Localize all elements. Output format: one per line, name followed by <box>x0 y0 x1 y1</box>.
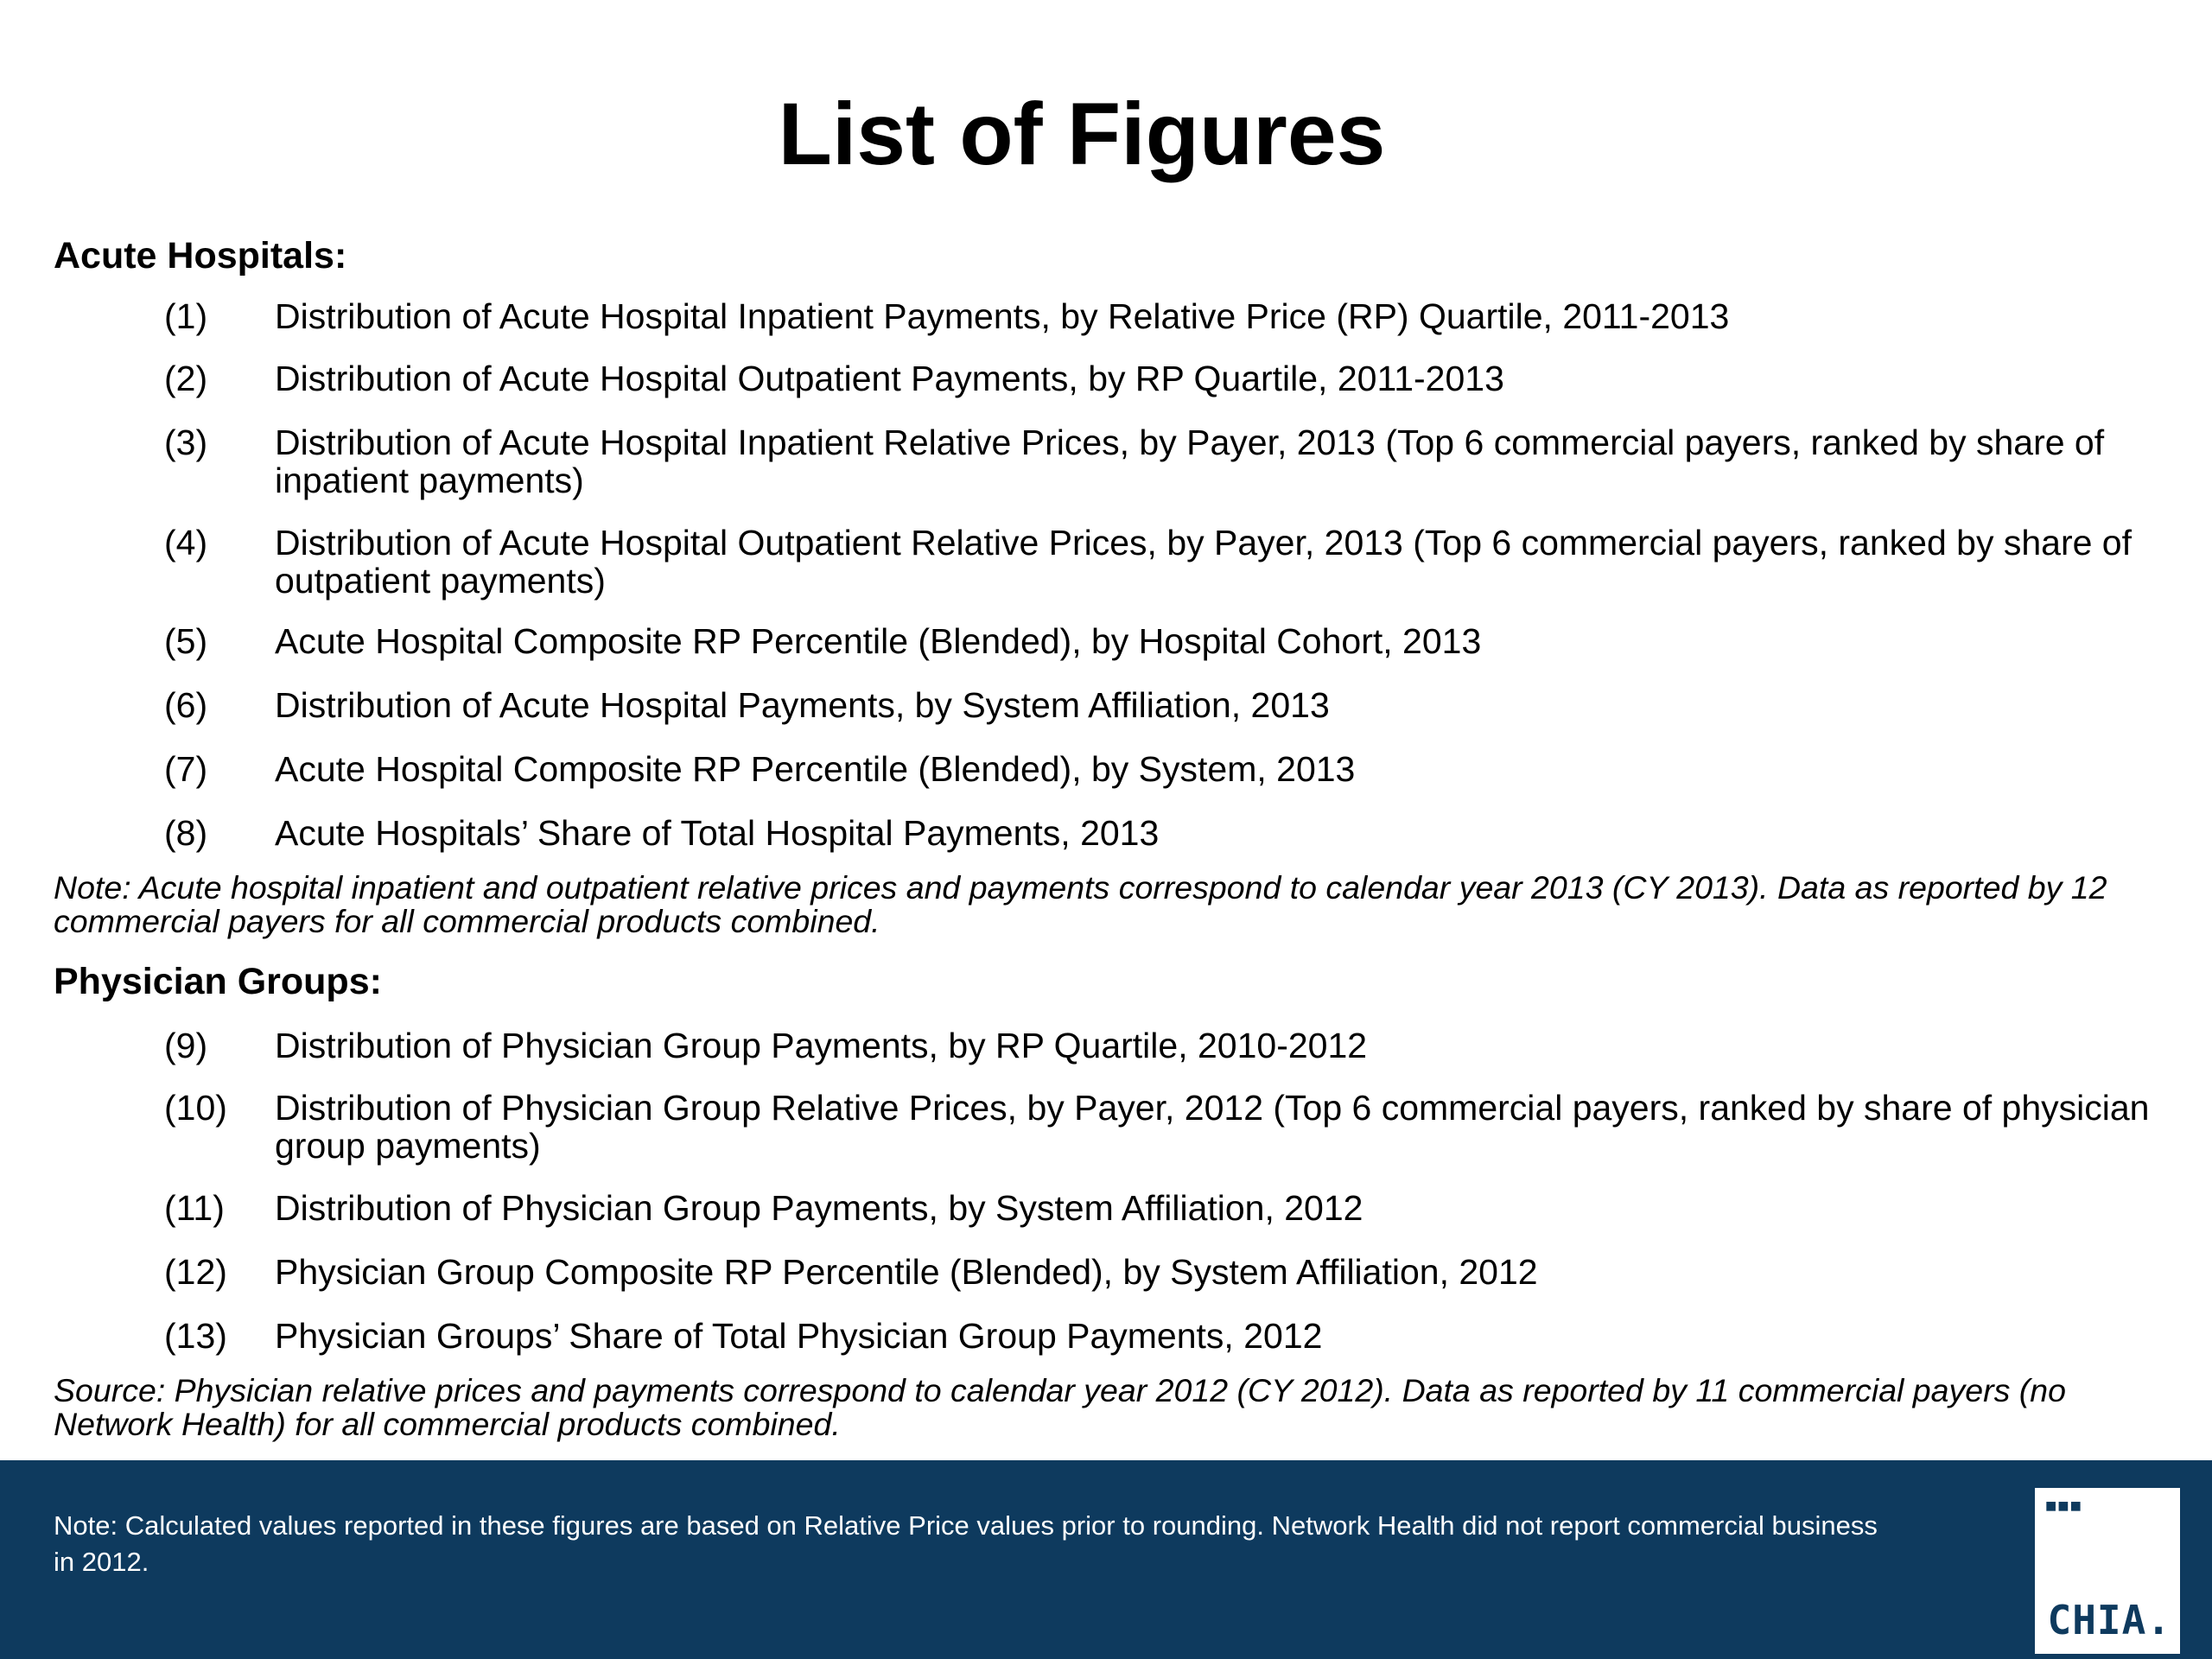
figure-number: (9) <box>164 1026 208 1065</box>
page-title: List of Figures <box>778 85 1386 183</box>
figure-title: Acute Hospital Composite RP Percentile (Blended), by Hospital Cohort, 2013 <box>275 621 1482 661</box>
figure-title: Distribution of Acute Hospital Outpatient Payments, by RP Quartile, 2011-2013 <box>275 359 1504 398</box>
acute-hospitals-note: Note: Acute hospital inpatient and outpatient relative prices and payments correspond to calendar year 2013 (CY 2013). Data as reported by 12 commercial payers for all commercial products combined. <box>54 869 2107 939</box>
logo-dots-icon: ■■■ <box>2045 1495 2082 1516</box>
figure-title: Distribution of Acute Hospital Inpatient Payments, by Relative Price (RP) Quartile, 2011-2013 <box>275 296 1730 336</box>
figure-title: Distribution of Acute Hospital Payments, by System Affiliation, 2013 <box>275 685 1330 725</box>
figure-title: Distribution of Acute Hospital Inpatient Relative Prices, by Payer, 2013 (Top 6 commercial payers, ranked by share of inpatient payments) <box>275 423 2105 500</box>
section-heading-acute-hospitals: Acute Hospitals: <box>54 235 347 276</box>
figure-title: Distribution of Physician Group Payments, by RP Quartile, 2010-2012 <box>275 1026 1368 1065</box>
figure-number: (4) <box>164 523 208 563</box>
figure-number: (7) <box>164 749 208 789</box>
figure-number: (6) <box>164 685 208 725</box>
figure-number: (11) <box>164 1188 225 1228</box>
section-heading-physician-groups: Physician Groups: <box>54 961 382 1002</box>
logo-text: CHIA. <box>2047 1597 2171 1643</box>
physician-groups-source-note: Source: Physician relative prices and payments correspond to calendar year 2012 (CY 2012). Data as reported by 11 commercial payers (no Network Health) for all commercial products combined. <box>54 1372 2066 1442</box>
footer-note: Note: Calculated values reported in these figures are based on Relative Price values prior to rounding. Network Health did not report commercial business in 2012. <box>54 1510 1878 1577</box>
figure-number: (10) <box>164 1088 227 1128</box>
figure-title: Acute Hospitals’ Share of Total Hospital Payments, 2013 <box>275 813 1160 853</box>
figure-title: Physician Group Composite RP Percentile (Blended), by System Affiliation, 2012 <box>275 1252 1538 1292</box>
figure-title: Distribution of Physician Group Payments, by System Affiliation, 2012 <box>275 1188 1363 1228</box>
figure-title: Distribution of Physician Group Relative Prices, by Payer, 2012 (Top 6 commercial payers, ranked by share of physician group payments) <box>275 1088 2150 1166</box>
figure-number: (8) <box>164 813 208 853</box>
figure-title: Distribution of Acute Hospital Outpatient Relative Prices, by Payer, 2013 (Top 6 commercial payers, ranked by share of outpatient payments) <box>275 523 2132 601</box>
figure-title: Acute Hospital Composite RP Percentile (Blended), by System, 2013 <box>275 749 1356 789</box>
figure-title: Physician Groups’ Share of Total Physician Group Payments, 2012 <box>275 1316 1323 1356</box>
figure-number: (12) <box>164 1252 227 1292</box>
figure-number: (2) <box>164 359 208 398</box>
figure-number: (13) <box>164 1316 227 1356</box>
figure-number: (1) <box>164 296 208 336</box>
chia-logo <box>2035 1488 2180 1654</box>
figure-number: (5) <box>164 621 208 661</box>
figure-number: (3) <box>164 423 208 462</box>
footer-bar <box>0 1460 2212 1659</box>
